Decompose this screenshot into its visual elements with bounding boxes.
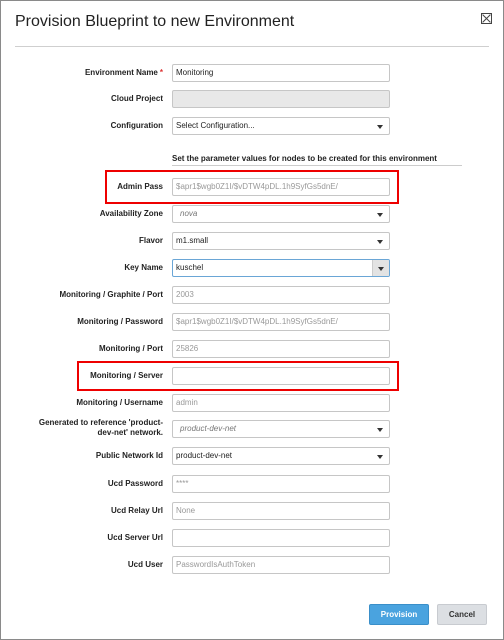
monitoring-server-label: Monitoring / Server	[90, 371, 163, 380]
generated-reference-label	[39, 418, 163, 440]
cloud-project-input	[172, 90, 390, 108]
flavor-value: m1.small	[176, 236, 209, 245]
generated-reference-label-line1: Generated to reference 'product-	[38, 418, 163, 427]
section-heading: Set the parameter values for nodes to be created for this environment	[172, 154, 437, 163]
flavor-label: Flavor	[138, 236, 163, 245]
configuration-value: Select Configuration...	[176, 121, 255, 130]
generated-reference-select[interactable]	[172, 420, 390, 438]
admin-pass-label: Admin Pass	[117, 182, 163, 191]
chevron-down-icon	[377, 125, 383, 129]
environment-name-row	[1, 62, 504, 84]
flavor-select[interactable]	[172, 232, 390, 250]
chevron-down-icon	[378, 267, 384, 271]
key-name-row	[1, 257, 504, 279]
highlight-box-monitoring-server	[77, 361, 399, 391]
monitoring-password-input[interactable]: $apr1$wgb0Z1I/$vDTW4pDL.1h9SyfGs5dnE/	[172, 313, 390, 331]
public-network-id-row	[1, 445, 504, 467]
dialog-title: Provision Blueprint to new Environment	[15, 13, 295, 30]
public-network-id-select[interactable]	[172, 447, 390, 465]
generated-reference-row	[1, 418, 504, 440]
cloud-project-row	[1, 88, 504, 110]
key-name-label: Key Name	[124, 263, 163, 272]
title-divider	[15, 46, 489, 47]
monitoring-port-input[interactable]: 25826	[172, 340, 390, 358]
ucd-relay-url-label: Ucd Relay Url	[110, 506, 163, 515]
admin-pass-input[interactable]: $apr1$wgb0Z1I/$vDTW4pDL.1h9SyfGs5dnE/	[172, 178, 390, 196]
graphite-port-row	[1, 284, 504, 306]
chevron-down-icon	[377, 428, 383, 432]
ucd-password-input[interactable]: ****	[172, 475, 390, 493]
required-marker: *	[159, 68, 163, 77]
availability-zone-label: Availability Zone	[99, 209, 163, 218]
monitoring-port-label: Monitoring / Port	[99, 344, 163, 353]
key-name-value: kuschel	[176, 263, 204, 272]
generated-reference-label-line2: dev-net' network.	[97, 428, 163, 437]
close-icon[interactable]	[481, 13, 492, 24]
availability-zone-value: nova	[180, 209, 198, 218]
graphite-port-label: Monitoring / Graphite / Port	[59, 290, 163, 299]
ucd-server-url-label: Ucd Server Url	[107, 533, 163, 542]
monitoring-port-row	[1, 338, 504, 360]
ucd-user-input[interactable]: PasswordIsAuthToken	[172, 556, 390, 574]
availability-zone-row	[1, 203, 504, 225]
chevron-down-icon	[377, 240, 383, 244]
graphite-port-input[interactable]: 2003	[172, 286, 390, 304]
monitoring-password-label: Monitoring / Password	[77, 317, 163, 326]
ucd-server-url-row	[1, 527, 504, 549]
cloud-project-label: Cloud Project	[110, 94, 163, 103]
ucd-user-label: Ucd User	[127, 560, 163, 569]
environment-name-label: Environment Name *	[84, 68, 163, 77]
cancel-button[interactable]: Cancel	[437, 604, 487, 625]
highlight-box-admin-pass	[105, 170, 399, 204]
monitoring-username-label: Monitoring / Username	[76, 398, 163, 407]
key-name-select[interactable]	[172, 259, 390, 277]
configuration-label: Configuration	[110, 121, 163, 130]
configuration-row	[1, 115, 504, 137]
configuration-select[interactable]	[172, 117, 390, 135]
ucd-relay-url-row	[1, 500, 504, 522]
ucd-password-row	[1, 473, 504, 495]
monitoring-username-row	[1, 392, 504, 414]
public-network-id-label: Public Network Id	[95, 451, 163, 460]
public-network-id-value: product-dev-net	[176, 451, 233, 460]
provision-button[interactable]: Provision	[369, 604, 429, 625]
ucd-password-label: Ucd Password	[107, 479, 163, 488]
chevron-down-icon	[377, 455, 383, 459]
generated-reference-value: product-dev-net	[180, 424, 237, 433]
flavor-row	[1, 230, 504, 252]
monitoring-username-input[interactable]: admin	[172, 394, 390, 412]
environment-name-input[interactable]: Monitoring	[172, 64, 390, 82]
section-divider	[172, 165, 462, 166]
ucd-user-row	[1, 554, 504, 576]
monitoring-password-row	[1, 311, 504, 333]
ucd-relay-url-input[interactable]: None	[172, 502, 390, 520]
availability-zone-select[interactable]	[172, 205, 390, 223]
ucd-server-url-input[interactable]	[172, 529, 390, 547]
chevron-down-icon	[377, 213, 383, 217]
